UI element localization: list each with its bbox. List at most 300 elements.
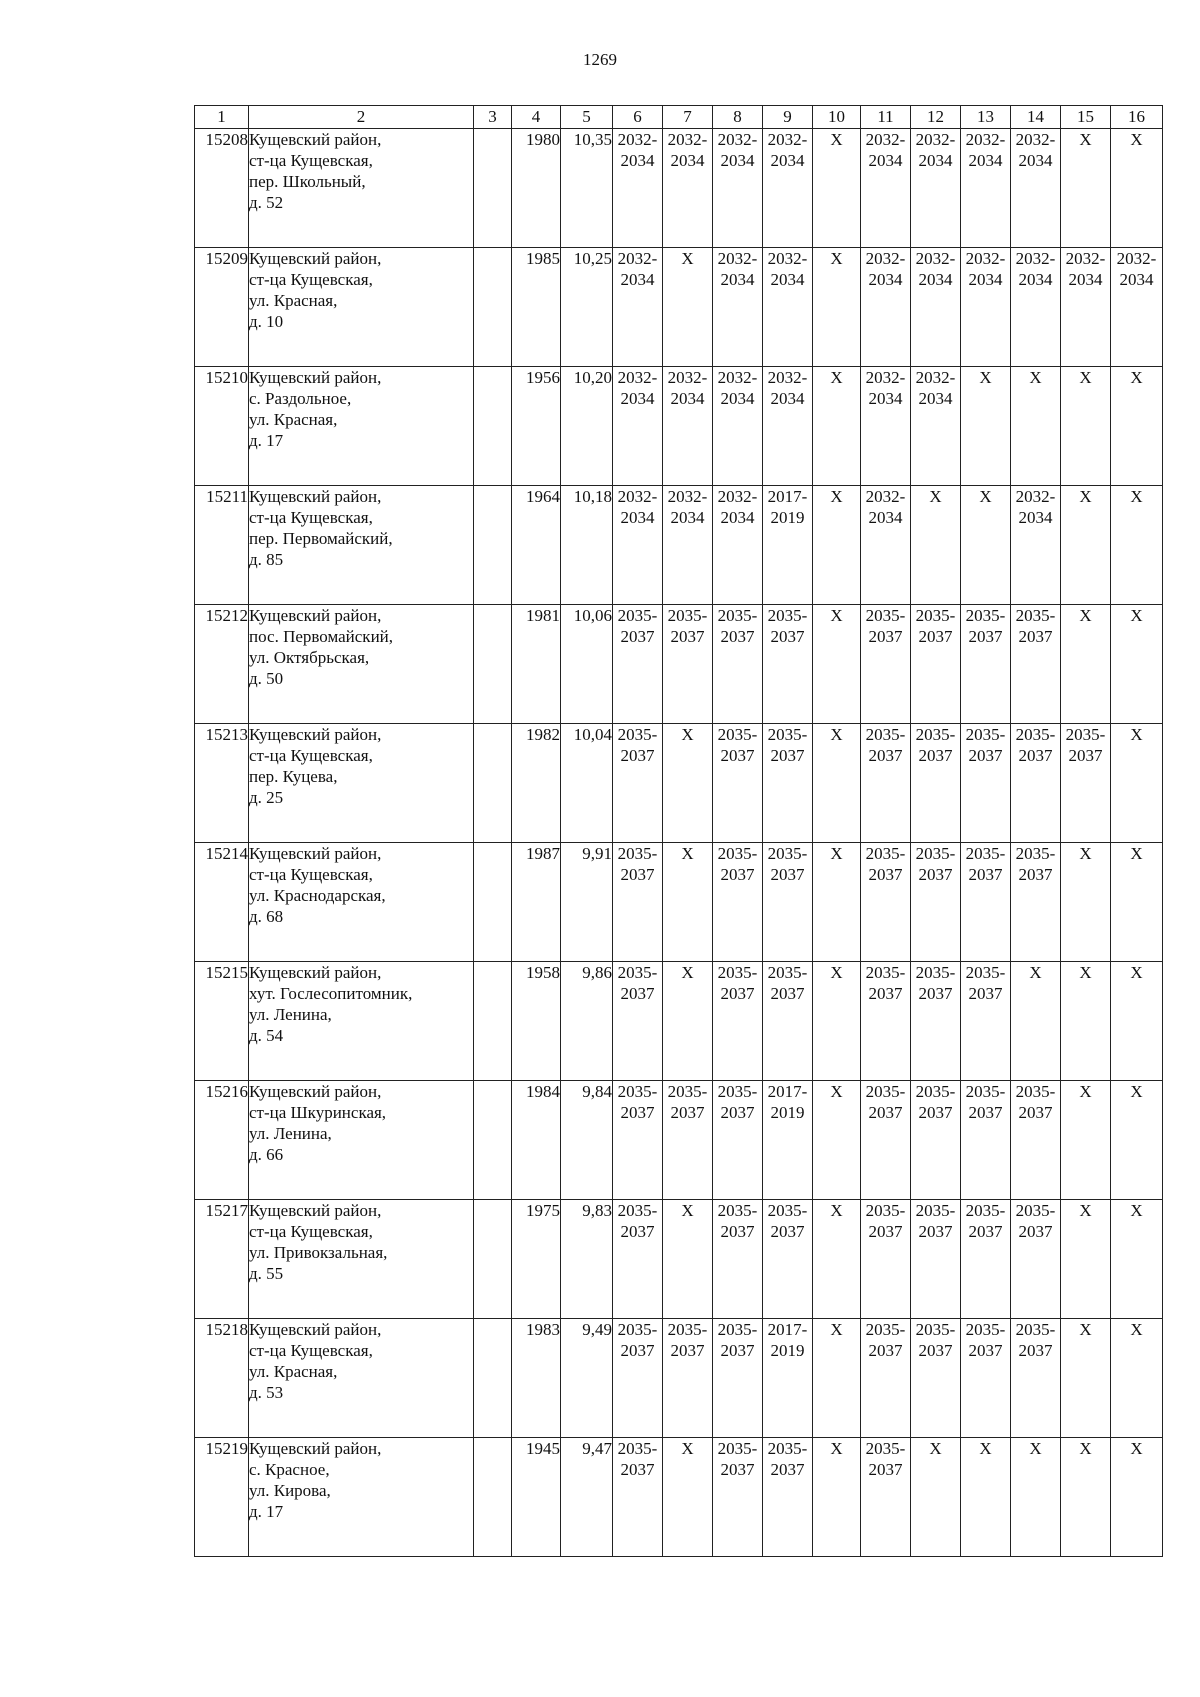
schedule-cell (763, 843, 813, 962)
address-line: Кущевский район, (249, 1439, 382, 1458)
schedule-value: 2035- 2037 (1015, 725, 1056, 765)
page-number: 1269 (583, 50, 617, 69)
address-line: Кущевский район, (249, 1320, 382, 1339)
schedule-value: 2035- 2037 (617, 725, 658, 765)
schedule-value: 2035- 2037 (965, 1201, 1006, 1241)
schedule-value: X (830, 725, 843, 744)
schedule-value: 2032- 2034 (617, 249, 658, 289)
schedule-value: 2035- 2037 (717, 1201, 758, 1241)
schedule-cell (763, 1438, 813, 1557)
schedule-cell (911, 962, 961, 1081)
schedule-value: 2035- 2037 (667, 1320, 708, 1360)
schedule-value: X (830, 1201, 843, 1220)
schedule-cell (1061, 367, 1111, 486)
schedule-value: 2035- 2037 (767, 1201, 808, 1241)
year-cell: 1982 (512, 724, 561, 843)
column-3-cell (474, 1200, 512, 1319)
year-cell: 1987 (512, 843, 561, 962)
schedule-value: X (1130, 844, 1143, 863)
column-3-cell (474, 605, 512, 724)
table-row (195, 129, 1163, 248)
address-line: Кущевский район, (249, 249, 382, 268)
address-line: Кущевский район, (249, 963, 382, 982)
column-header: 12 (911, 106, 961, 129)
schedule-cell (1061, 1200, 1111, 1319)
schedule-cell (663, 1081, 713, 1200)
housing-registry-table (194, 105, 1163, 1557)
schedule-value: 2035- 2037 (865, 1320, 906, 1360)
schedule-value: X (929, 487, 942, 506)
schedule-cell (1011, 605, 1061, 724)
schedule-cell (663, 1438, 713, 1557)
schedule-value: 2032- 2034 (915, 130, 956, 170)
schedule-cell (911, 367, 961, 486)
schedule-cell (613, 1438, 663, 1557)
schedule-value: 2032- 2034 (667, 487, 708, 527)
area-cell: 10,20 (561, 367, 613, 486)
schedule-value: 2017- 2019 (767, 487, 808, 527)
column-header: 1 (195, 106, 249, 129)
schedule-value: X (1130, 130, 1143, 149)
address-line: д. 25 (249, 788, 284, 807)
column-header: 13 (961, 106, 1011, 129)
schedule-value: 2035- 2037 (915, 963, 956, 1003)
schedule-value: 2035- 2037 (717, 725, 758, 765)
schedule-cell (713, 1438, 763, 1557)
schedule-value: 2017- 2019 (767, 1320, 808, 1360)
schedule-value: 2035- 2037 (717, 606, 758, 646)
schedule-value: 2032- 2034 (717, 368, 758, 408)
schedule-value: X (1130, 963, 1143, 982)
schedule-cell (911, 1319, 961, 1438)
schedule-cell (1061, 1438, 1111, 1557)
address-line: Кущевский район, (249, 725, 382, 744)
schedule-value: X (1130, 487, 1143, 506)
schedule-cell (613, 1081, 663, 1200)
address-line: ст-ца Кущевская, (249, 1341, 373, 1360)
year-cell: 1975 (512, 1200, 561, 1319)
schedule-value: X (681, 844, 694, 863)
schedule-value: X (1130, 1201, 1143, 1220)
column-header: 9 (763, 106, 813, 129)
address-line: пос. Первомайский, (249, 627, 394, 646)
schedule-value: X (830, 844, 843, 863)
area-cell: 10,06 (561, 605, 613, 724)
schedule-cell (813, 843, 861, 962)
column-3-cell (474, 1438, 512, 1557)
schedule-cell (961, 1438, 1011, 1557)
schedule-cell (713, 367, 763, 486)
column-header: 4 (512, 106, 561, 129)
schedule-value: 2035- 2037 (915, 1201, 956, 1241)
schedule-value: 2032- 2034 (915, 249, 956, 289)
address-line: с. Раздольное, (249, 389, 352, 408)
table-row (195, 724, 1163, 843)
address-line: хут. Гослесопитомник, (249, 984, 413, 1003)
column-header: 14 (1011, 106, 1061, 129)
schedule-cell (861, 129, 911, 248)
schedule-cell (763, 724, 813, 843)
schedule-cell (763, 367, 813, 486)
schedule-value: 2032- 2034 (1065, 249, 1106, 289)
schedule-cell (813, 962, 861, 1081)
area-cell: 9,84 (561, 1081, 613, 1200)
address-line: д. 66 (249, 1145, 284, 1164)
schedule-cell (763, 129, 813, 248)
address-line: ул. Ленина, (249, 1124, 332, 1143)
column-header: 7 (663, 106, 713, 129)
schedule-cell (663, 129, 713, 248)
schedule-value: 2035- 2037 (767, 844, 808, 884)
schedule-cell (961, 1081, 1011, 1200)
table-row (195, 1200, 1163, 1319)
table-row (195, 367, 1163, 486)
schedule-cell (961, 1200, 1011, 1319)
address-line: д. 54 (249, 1026, 284, 1045)
schedule-cell (713, 1081, 763, 1200)
schedule-value: 2032- 2034 (717, 130, 758, 170)
address-line: Кущевский район, (249, 1201, 382, 1220)
address-line: ул. Краснодарская, (249, 886, 386, 905)
year-cell: 1984 (512, 1081, 561, 1200)
year-cell: 1956 (512, 367, 561, 486)
schedule-value: 2035- 2037 (965, 1320, 1006, 1360)
schedule-value: X (1079, 844, 1092, 863)
address-line: ст-ца Кущевская, (249, 865, 373, 884)
schedule-cell (613, 129, 663, 248)
schedule-cell (813, 724, 861, 843)
schedule-value: 2032- 2034 (865, 130, 906, 170)
schedule-cell (713, 605, 763, 724)
record-id: 15212 (195, 605, 249, 724)
column-header: 6 (613, 106, 663, 129)
record-id: 15208 (195, 129, 249, 248)
table-row (195, 843, 1163, 962)
address-line: пер. Куцева, (249, 767, 338, 786)
column-header: 16 (1111, 106, 1163, 129)
table-row (195, 486, 1163, 605)
schedule-value: X (1029, 1439, 1042, 1458)
year-cell: 1983 (512, 1319, 561, 1438)
schedule-value: X (1079, 963, 1092, 982)
schedule-cell (713, 486, 763, 605)
schedule-value: X (1079, 1082, 1092, 1101)
schedule-value: 2035- 2037 (915, 1320, 956, 1360)
schedule-value: 2032- 2034 (865, 249, 906, 289)
schedule-value: 2035- 2037 (667, 606, 708, 646)
schedule-value: X (979, 487, 992, 506)
schedule-cell (813, 248, 861, 367)
column-3-cell (474, 1081, 512, 1200)
schedule-value: X (681, 1201, 694, 1220)
record-id: 15216 (195, 1081, 249, 1200)
schedule-value: X (1079, 1439, 1092, 1458)
schedule-cell (1111, 962, 1163, 1081)
column-header: 5 (561, 106, 613, 129)
schedule-value: 2032- 2034 (965, 249, 1006, 289)
schedule-cell (1111, 1319, 1163, 1438)
column-3-cell (474, 962, 512, 1081)
schedule-value: 2032- 2034 (617, 368, 658, 408)
column-header: 3 (474, 106, 512, 129)
schedule-cell (861, 605, 911, 724)
address-line: д. 55 (249, 1264, 284, 1283)
schedule-cell (813, 1200, 861, 1319)
schedule-value: 2032- 2034 (1015, 249, 1056, 289)
address-line: ул. Привокзальная, (249, 1243, 388, 1262)
schedule-value: 2032- 2034 (865, 368, 906, 408)
address-line: ул. Красная, (249, 410, 338, 429)
schedule-value: X (830, 1439, 843, 1458)
schedule-cell (713, 962, 763, 1081)
schedule-value: X (1079, 130, 1092, 149)
schedule-cell (1011, 1319, 1061, 1438)
column-header: 15 (1061, 106, 1111, 129)
schedule-value: 2035- 2037 (767, 725, 808, 765)
schedule-cell (911, 129, 961, 248)
schedule-cell (1061, 248, 1111, 367)
schedule-value: 2035- 2037 (1065, 725, 1106, 765)
schedule-cell (763, 605, 813, 724)
schedule-cell (1111, 843, 1163, 962)
schedule-cell (1111, 129, 1163, 248)
schedule-value: X (929, 1439, 942, 1458)
schedule-cell (713, 248, 763, 367)
schedule-cell (613, 367, 663, 486)
address-line: д. 53 (249, 1383, 284, 1402)
schedule-value: X (681, 1439, 694, 1458)
record-id: 15210 (195, 367, 249, 486)
schedule-cell (961, 367, 1011, 486)
year-cell: 1964 (512, 486, 561, 605)
schedule-cell (663, 962, 713, 1081)
schedule-cell (961, 605, 1011, 724)
address-line: Кущевский район, (249, 844, 382, 863)
schedule-value: 2035- 2037 (965, 725, 1006, 765)
schedule-cell (663, 248, 713, 367)
schedule-value: 2035- 2037 (1015, 606, 1056, 646)
address-cell (249, 1081, 474, 1200)
schedule-value: 2035- 2037 (915, 1082, 956, 1122)
schedule-value: 2032- 2034 (617, 130, 658, 170)
schedule-value: 2035- 2037 (767, 1439, 808, 1479)
year-cell: 1958 (512, 962, 561, 1081)
address-line: д. 10 (249, 312, 284, 331)
schedule-value: 2032- 2034 (1015, 130, 1056, 170)
schedule-cell (1061, 1319, 1111, 1438)
schedule-cell (663, 1319, 713, 1438)
area-cell: 10,04 (561, 724, 613, 843)
schedule-cell (861, 962, 911, 1081)
address-line: ст-ца Кущевская, (249, 508, 373, 527)
schedule-value: 2035- 2037 (865, 1439, 906, 1479)
schedule-value: 2035- 2037 (617, 844, 658, 884)
area-cell: 10,18 (561, 486, 613, 605)
address-line: Кущевский район, (249, 368, 382, 387)
address-line: д. 68 (249, 907, 284, 926)
address-line: д. 50 (249, 669, 284, 688)
schedule-cell (911, 248, 961, 367)
schedule-value: 2035- 2037 (965, 844, 1006, 884)
address-line: ул. Красная, (249, 1362, 338, 1381)
record-id: 15218 (195, 1319, 249, 1438)
schedule-cell (813, 605, 861, 724)
address-line: с. Красное, (249, 1460, 330, 1479)
schedule-value: X (1130, 1320, 1143, 1339)
schedule-cell (861, 248, 911, 367)
record-id: 15211 (195, 486, 249, 605)
schedule-cell (861, 843, 911, 962)
table-row (195, 605, 1163, 724)
year-cell: 1985 (512, 248, 561, 367)
schedule-value: 2032- 2034 (617, 487, 658, 527)
schedule-cell (663, 605, 713, 724)
schedule-cell (911, 1200, 961, 1319)
schedule-cell (1061, 486, 1111, 605)
address-line: ул. Красная, (249, 291, 338, 310)
schedule-value: X (830, 368, 843, 387)
schedule-value: X (1079, 606, 1092, 625)
schedule-cell (911, 724, 961, 843)
schedule-value: X (830, 1320, 843, 1339)
year-cell: 1980 (512, 129, 561, 248)
schedule-value: 2032- 2034 (767, 249, 808, 289)
schedule-value: X (830, 487, 843, 506)
address-line: Кущевский район, (249, 1082, 382, 1101)
schedule-cell (713, 843, 763, 962)
address-line: ул. Кирова, (249, 1481, 331, 1500)
record-id: 15209 (195, 248, 249, 367)
schedule-value: 2035- 2037 (767, 963, 808, 1003)
schedule-value: 2035- 2037 (915, 844, 956, 884)
record-id: 15213 (195, 724, 249, 843)
column-3-cell (474, 843, 512, 962)
schedule-value: X (1079, 1201, 1092, 1220)
schedule-value: 2035- 2037 (915, 606, 956, 646)
schedule-value: 2032- 2034 (865, 487, 906, 527)
schedule-value: 2035- 2037 (965, 606, 1006, 646)
schedule-value: 2032- 2034 (717, 487, 758, 527)
schedule-value: X (681, 249, 694, 268)
schedule-value: 2035- 2037 (965, 1082, 1006, 1122)
schedule-cell (961, 962, 1011, 1081)
schedule-value: 2035- 2037 (617, 1320, 658, 1360)
column-3-cell (474, 1319, 512, 1438)
schedule-cell (763, 1319, 813, 1438)
schedule-cell (861, 486, 911, 605)
address-line: д. 17 (249, 431, 284, 450)
schedule-cell (763, 1081, 813, 1200)
table-body (195, 129, 1163, 1557)
address-cell (249, 1200, 474, 1319)
schedule-cell (763, 248, 813, 367)
schedule-cell (911, 486, 961, 605)
column-header: 11 (861, 106, 911, 129)
schedule-cell (1011, 129, 1061, 248)
address-cell (249, 367, 474, 486)
schedule-value: 2035- 2037 (865, 725, 906, 765)
schedule-cell (961, 1319, 1011, 1438)
record-id: 15217 (195, 1200, 249, 1319)
schedule-value: X (681, 725, 694, 744)
schedule-cell (713, 724, 763, 843)
address-line: Кущевский район, (249, 487, 382, 506)
address-line: ул. Ленина, (249, 1005, 332, 1024)
schedule-cell (813, 1438, 861, 1557)
schedule-value: 2032- 2034 (717, 249, 758, 289)
schedule-value: 2035- 2037 (865, 1082, 906, 1122)
column-header: 8 (713, 106, 763, 129)
schedule-cell (613, 1319, 663, 1438)
schedule-value: 2035- 2037 (915, 725, 956, 765)
schedule-cell (1011, 1081, 1061, 1200)
column-header: 2 (249, 106, 474, 129)
address-line: д. 17 (249, 1502, 284, 1521)
schedule-cell (1111, 605, 1163, 724)
schedule-value: X (1029, 368, 1042, 387)
schedule-value: 2032- 2034 (667, 130, 708, 170)
address-cell (249, 1319, 474, 1438)
schedule-cell (1111, 486, 1163, 605)
schedule-value: 2032- 2034 (965, 130, 1006, 170)
column-3-cell (474, 486, 512, 605)
schedule-value: 2035- 2037 (1015, 1320, 1056, 1360)
schedule-value: X (1079, 368, 1092, 387)
schedule-cell (713, 1319, 763, 1438)
column-number-row (195, 106, 1163, 129)
schedule-cell (1011, 248, 1061, 367)
address-line: ст-ца Кущевская, (249, 1222, 373, 1241)
schedule-value: 2032- 2034 (667, 368, 708, 408)
schedule-cell (861, 1319, 911, 1438)
schedule-value: X (1029, 963, 1042, 982)
schedule-cell (663, 843, 713, 962)
schedule-value: 2035- 2037 (617, 1082, 658, 1122)
schedule-value: 2035- 2037 (865, 844, 906, 884)
year-cell: 1945 (512, 1438, 561, 1557)
schedule-cell (613, 962, 663, 1081)
record-id: 15215 (195, 962, 249, 1081)
schedule-cell (861, 367, 911, 486)
schedule-cell (961, 843, 1011, 962)
schedule-value: X (1130, 368, 1143, 387)
schedule-value: X (830, 249, 843, 268)
address-line: Кущевский район, (249, 606, 382, 625)
area-cell: 9,86 (561, 962, 613, 1081)
area-cell: 9,47 (561, 1438, 613, 1557)
schedule-cell (663, 1200, 713, 1319)
schedule-cell (1061, 962, 1111, 1081)
area-cell: 9,83 (561, 1200, 613, 1319)
schedule-cell (763, 486, 813, 605)
year-cell: 1981 (512, 605, 561, 724)
schedule-cell (613, 248, 663, 367)
schedule-value: X (1130, 725, 1143, 744)
schedule-cell (713, 129, 763, 248)
record-id: 15214 (195, 843, 249, 962)
schedule-value: 2035- 2037 (1015, 844, 1056, 884)
schedule-value: 2035- 2037 (717, 1439, 758, 1479)
schedule-value: 2032- 2034 (915, 368, 956, 408)
address-cell (249, 129, 474, 248)
schedule-value: 2035- 2037 (1015, 1082, 1056, 1122)
schedule-value: 2035- 2037 (617, 963, 658, 1003)
address-cell (249, 248, 474, 367)
schedule-cell (1111, 367, 1163, 486)
area-cell: 9,91 (561, 843, 613, 962)
schedule-cell (813, 129, 861, 248)
schedule-value: 2035- 2037 (865, 606, 906, 646)
